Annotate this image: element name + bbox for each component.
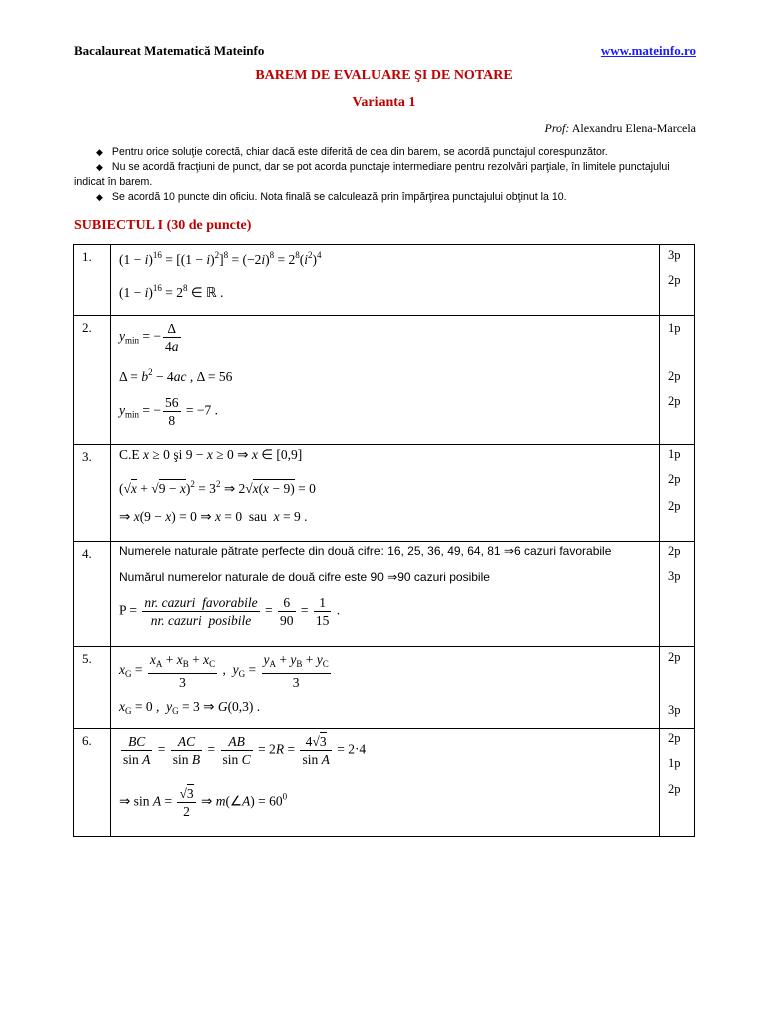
diamond-bullet-icon: ◆: [96, 147, 103, 157]
table-row: [74, 445, 695, 542]
solution-line: ⇒ sin A = $\frac{√3}{2}$ ⇒ m(∠A) = $60^0$: [119, 786, 288, 819]
points-cell: [660, 729, 695, 837]
points-value: 2p: [668, 782, 681, 796]
row-number: 2.: [74, 316, 111, 445]
solution-line: Numerele naturale pătrate perfecte din două cifre: 16, 25, 36, 49, 64, 81 ⇒6 cazuri favorabile: [119, 544, 612, 558]
header-title: Bacalaureat Matematică Mateinfo: [74, 43, 265, 58]
table-row: [74, 729, 695, 837]
points-value: 2p: [668, 369, 681, 383]
points-value: 1p: [668, 447, 681, 461]
solution-cell: [111, 542, 660, 647]
solution-line: $x_G = 0$ , $y_G = 3$ ⇒ G(0,3) .: [119, 699, 261, 716]
points-cell: [660, 245, 695, 316]
solution-cell: [111, 245, 660, 316]
points-value: 3p: [668, 569, 681, 583]
points-value: 2p: [668, 472, 681, 486]
header-website-link[interactable]: www.mateinfo.ro: [600, 43, 696, 58]
table-row: [74, 647, 695, 729]
points-value: 2p: [668, 731, 681, 745]
table-row: [74, 316, 695, 445]
solution-line: $y_{min}$ = − $\frac{56}{8}$ = −7 .: [119, 395, 218, 428]
solution-line: $y_{min}$ = − $\frac{\Delta}{4a}$: [119, 321, 179, 354]
row-number: 1.: [74, 245, 111, 316]
diamond-bullet-icon: ◆: [96, 162, 103, 172]
section-title: SUBIECTUL I (30 de puncte): [74, 218, 252, 233]
grading-notes: [74, 145, 696, 205]
solution-line: $(1 - i)^{16} = 2^8$ ∈ ℝ .: [119, 283, 224, 300]
points-cell: [660, 542, 695, 647]
solution-line: $(√x + √9 - x)^2 = 3^2$ ⇒ 2√x(x − 9) = 0: [119, 479, 316, 496]
note-item: ◆ Se acordă 10 puncte din oficiu. Nota finală se calculează prin împărţirea punctajului obţinut la 10.: [96, 191, 567, 203]
author-line: [545, 121, 697, 136]
table-row: [74, 245, 695, 316]
row-number: 4.: [74, 542, 111, 647]
points-value: 1p: [668, 756, 681, 770]
points-value: 2p: [668, 273, 681, 287]
solution-cell: [111, 729, 660, 837]
solution-line: Numărul numerelor naturale de două cifre este 90 ⇒90 cazuri posibile: [119, 570, 490, 584]
note-item: ◆ Pentru orice soluţie corectă, chiar dacă este diferită de cea din barem, se acordă punctajul corespunzător.: [96, 146, 608, 158]
solution-cell: [111, 647, 660, 729]
document-title: BAREM DE EVALUARE ŞI DE NOTARE: [255, 68, 513, 83]
points-value: 3p: [668, 703, 681, 717]
solution-line: P = $\frac{\text{nr. cazuri favorabile}}{\text{nr. cazuri posibile}}$ = $\frac{6}{90}$ = $\frac{1}{15}$ .: [119, 595, 341, 628]
solution-line: $\frac{BC}{\text{sin A}}$ = $\frac{AC}{\text{sin B}}$ = $\frac{AB}{\text{sin C}}$ = 2R = $\frac{4√3}{\text{sin A}}$ = 2·4: [123, 734, 367, 767]
solution-line: $(1 - i)^{16} = [(1 - i)^2]^8 = (-2i)^8 = 2^8(i^2)^4$: [119, 250, 322, 267]
diamond-bullet-icon: ◆: [96, 192, 103, 202]
solution-cell: [111, 445, 660, 542]
variant-title: Varianta 1: [352, 95, 416, 110]
solution-line: $\Delta = b^2 - 4ac$ , Δ = 56: [119, 367, 233, 384]
grading-table: [73, 244, 695, 837]
note-item: ◆ Nu se acordă fracţiuni de punct, dar se pot acorda punctaje intermediare pentru rezolvări parţiale, în limitele punctajului indicat în barem.: [74, 161, 670, 188]
points-value: 2p: [668, 499, 681, 513]
points-value: 2p: [668, 544, 681, 558]
points-cell: [660, 445, 695, 542]
table-row: [74, 542, 695, 647]
solution-line: ⇒ x(9 − x) = 0 ⇒ x = 0 sau x = 9 .: [119, 509, 308, 524]
points-value: 1p: [668, 321, 681, 335]
points-cell: [660, 647, 695, 729]
solution-line: $x_G$ = $\frac{x_A + x_B + x_C}{3}$ , $y_G$ = $\frac{y_A + y_B + y_C}{3}$: [119, 652, 329, 690]
points-value: 3p: [668, 248, 681, 262]
points-cell: [660, 316, 695, 445]
row-number: 5.: [74, 647, 111, 729]
author-prefix: Prof:: [544, 121, 570, 135]
solution-cell: [111, 316, 660, 445]
points-value: 2p: [668, 394, 681, 408]
solution-line: C.E x ≥ 0 şi 9 − x ≥ 0 ⇒ x ∈ [0,9]: [119, 447, 303, 462]
row-number: 3.: [74, 445, 111, 542]
row-number: 6.: [74, 729, 111, 837]
author-name: Alexandru Elena-Marcela: [571, 121, 696, 135]
points-value: 2p: [668, 650, 681, 664]
